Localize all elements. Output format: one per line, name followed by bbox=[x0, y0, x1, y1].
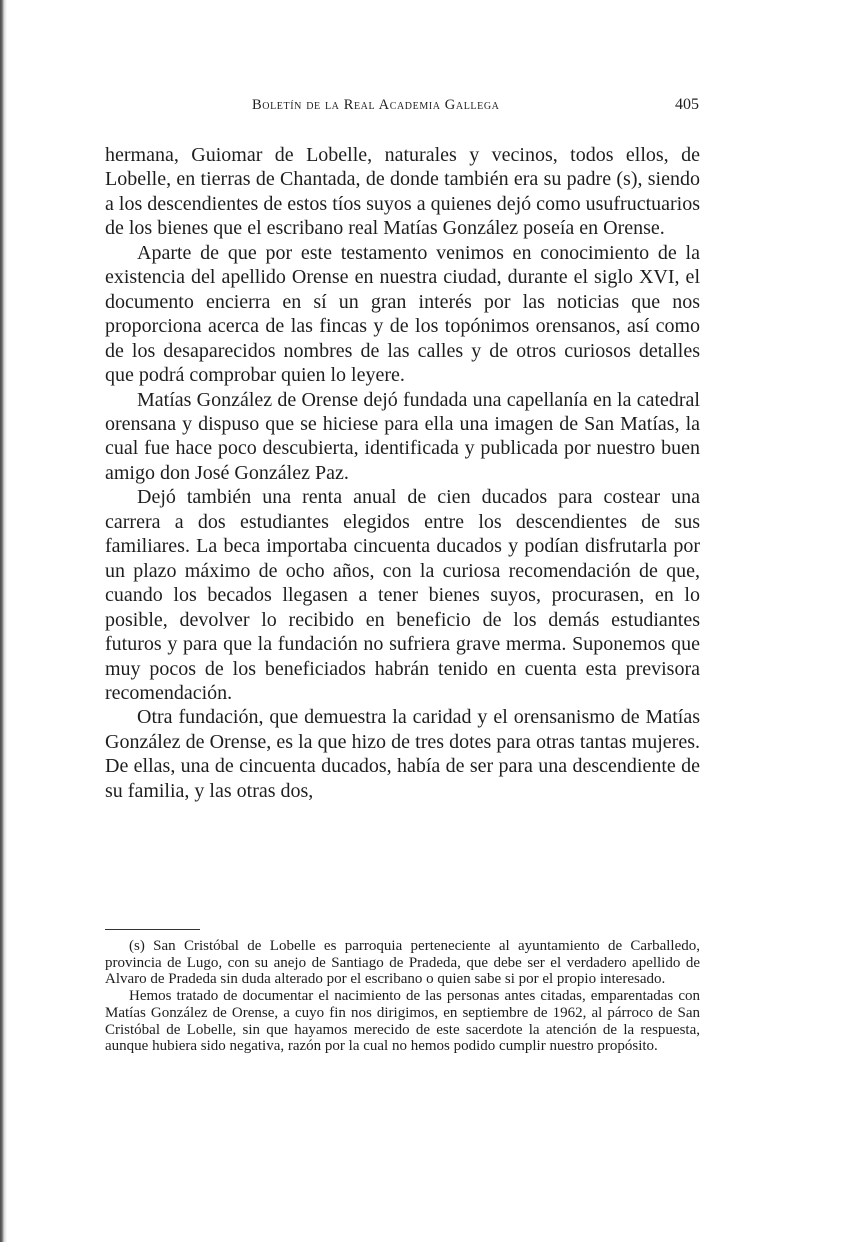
body-text bbox=[105, 143, 700, 803]
running-head: Boletín de la Real Academia Gallega bbox=[252, 97, 500, 113]
body-paragraph: Otra fundación, que demuestra la caridad y el orensanismo de Matías González de Orense, es la que hizo de tres dotes para otras tantas mujeres. De ellas, una de cincuenta ducados, había de ser para una descendiente de su familia, y las otras dos, bbox=[105, 706, 700, 802]
body-paragraph: hermana, Guiomar de Lobelle, naturales y vecinos, todos ellos, de Lobelle, en tierras de Chantada, de donde también era su padre (s), siendo a los descendientes de estos tíos suyos a quienes dejó como usufructuarios de los bienes que el escribano real Matías González poseía en Orense. bbox=[105, 144, 700, 240]
page-number: 405 bbox=[675, 96, 699, 113]
footnotes bbox=[105, 938, 700, 1055]
footnote-divider bbox=[105, 929, 200, 930]
body-paragraph: Dejó también una renta anual de cien ducados para costear una carrera a dos estudiantes elegidos entre los descendientes de sus familiares. La beca importaba cincuenta ducados y podían disfrutarla por un plazo máximo de ocho años, con la curiosa recomendación de que, cuando los becados llegasen a tener bienes suyos, procurasen, en lo posible, devolver lo recibido en beneficio de los demás estudiantes futuros y para que la fundación no sufriera grave merma. Suponemos que muy pocos de los beneficiados habrán tenido en cuenta esta previsora recomendación. bbox=[105, 486, 700, 704]
page-header bbox=[252, 97, 699, 119]
body-paragraph: Aparte de que por este testamento venimos en conocimiento de la existencia del apellido Orense en nuestra ciudad, durante el siglo XVI, el documento encierra en sí un gran interés por las noticias que nos proporciona acerca de las fincas y de los topónimos orensanos, así como de los desaparecidos nombres de las calles y de otros curiosos detalles que podrá comprobar quien lo leyere. bbox=[105, 241, 700, 387]
footnote: Hemos tratado de documentar el nacimiento de las personas antes citadas, emparentadas con Matías González de Orense, a cuyo fin nos dirigimos, en septiembre de 1962, al párroco de San Cristóbal de Lobelle, sin que hayamos merecido de este sacerdote la atención de la respuesta, aunque hubiera sido negativa, razón por la cual no hemos podido cumplir nuestro propósito. bbox=[105, 988, 700, 1055]
footnote: (s) San Cristóbal de Lobelle es parroquia perteneciente al ayuntamiento de Carballedo, provincia de Lugo, con su anejo de Santiago de Pradeda, que debe ser el verdadero apellido de Alvaro de Pradeda sin duda alterado por el escribano o quien sabe si por el propio interesado. bbox=[105, 938, 700, 988]
body-paragraph: Matías González de Orense dejó fundada una capellanía en la catedral orensana y dispuso que se hiciese para ella una imagen de San Matías, la cual fue hace poco descubierta, identificada y publicada por nuestro buen amigo don José González Paz. bbox=[105, 388, 700, 484]
scan-edge-shadow bbox=[0, 0, 7, 1242]
